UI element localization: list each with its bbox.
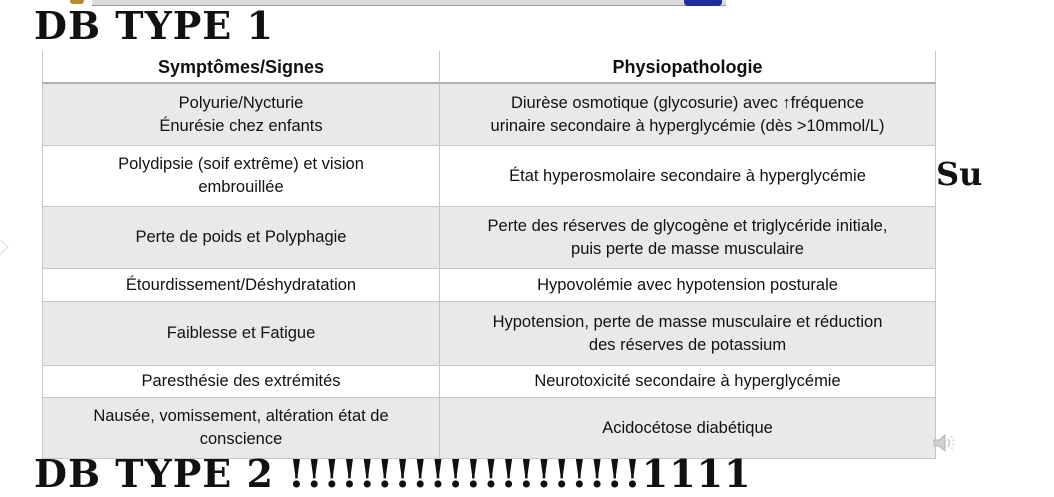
cell-line: Polyurie/Nycturie	[178, 93, 304, 112]
speaker-icon[interactable]	[932, 432, 958, 454]
heading-db-type-1: DB TYPE 1	[34, 3, 274, 48]
cell-line: Perte des réserves de glycogène et triglycéride initiale,	[487, 216, 888, 235]
table-row	[43, 398, 936, 459]
cell-line: conscience	[199, 430, 283, 448]
table-row	[43, 302, 936, 366]
table-row	[43, 366, 936, 398]
cell-line: Polydipsie (soif extrême) et vision	[118, 155, 364, 173]
table-row	[43, 269, 936, 302]
physio-cell	[440, 83, 936, 146]
cell-line: puis perte de masse musculaire	[571, 239, 804, 258]
symptom-cell	[43, 207, 440, 269]
heading-db-type-2: DB TYPE 2 !!!!!!!!!!!!!!!!!!!!1111	[34, 451, 752, 496]
cell-line: Faiblesse et Fatigue	[166, 324, 316, 342]
cell-line: Paresthésie des extrémités	[141, 372, 341, 390]
cell-line: Nausée, vomissement, altération état de	[93, 407, 389, 425]
cell-line: Étourdissement/Déshydratation	[125, 275, 357, 294]
cell-line: Hypovolémie avec hypotension posturale	[537, 275, 838, 294]
physio-cell	[440, 269, 936, 302]
symptom-cell	[43, 83, 440, 146]
cell-line: des réserves de potassium	[588, 335, 787, 354]
cell-line: Perte de poids et Polyphagie	[135, 228, 347, 246]
physio-cell	[440, 366, 936, 398]
physio-cell	[440, 146, 936, 207]
symptom-cell	[43, 398, 440, 459]
table-row	[43, 146, 936, 207]
cell-line: Diurèse osmotique (glycosurie) avec ↑fréquence	[510, 93, 865, 112]
cell-line: embrouillée	[198, 178, 284, 196]
cell-line: Hypotension, perte de masse musculaire et réduction	[492, 312, 883, 331]
cutoff-heading-fragment: Su	[936, 155, 983, 193]
table-header-row	[43, 51, 936, 83]
cell-line: Neurotoxicité secondaire à hyperglycémie	[534, 372, 841, 390]
physio-cell	[440, 398, 936, 459]
cell-line: urinaire secondaire à hyperglycémie (dès >10mmol/L)	[490, 116, 885, 135]
symptom-cell	[43, 302, 440, 366]
physio-cell	[440, 207, 936, 269]
symptom-cell	[43, 269, 440, 302]
cell-line: Acidocétose diabétique	[602, 418, 773, 437]
symptom-cell	[43, 146, 440, 207]
symptom-cell	[43, 366, 440, 398]
header-symptoms: Symptômes/Signes	[43, 51, 440, 83]
symptoms-table	[42, 51, 936, 459]
table-row	[43, 207, 936, 269]
physio-cell	[440, 302, 936, 366]
chevron-right-icon[interactable]	[0, 240, 8, 258]
clipart-right-fragment	[684, 0, 722, 6]
header-physiopathology: Physiopathologie	[440, 51, 936, 83]
table-row	[43, 83, 936, 146]
cell-line: Énurésie chez enfants	[159, 116, 323, 135]
cell-line: État hyperosmolaire secondaire à hyperglycémie	[509, 166, 866, 185]
